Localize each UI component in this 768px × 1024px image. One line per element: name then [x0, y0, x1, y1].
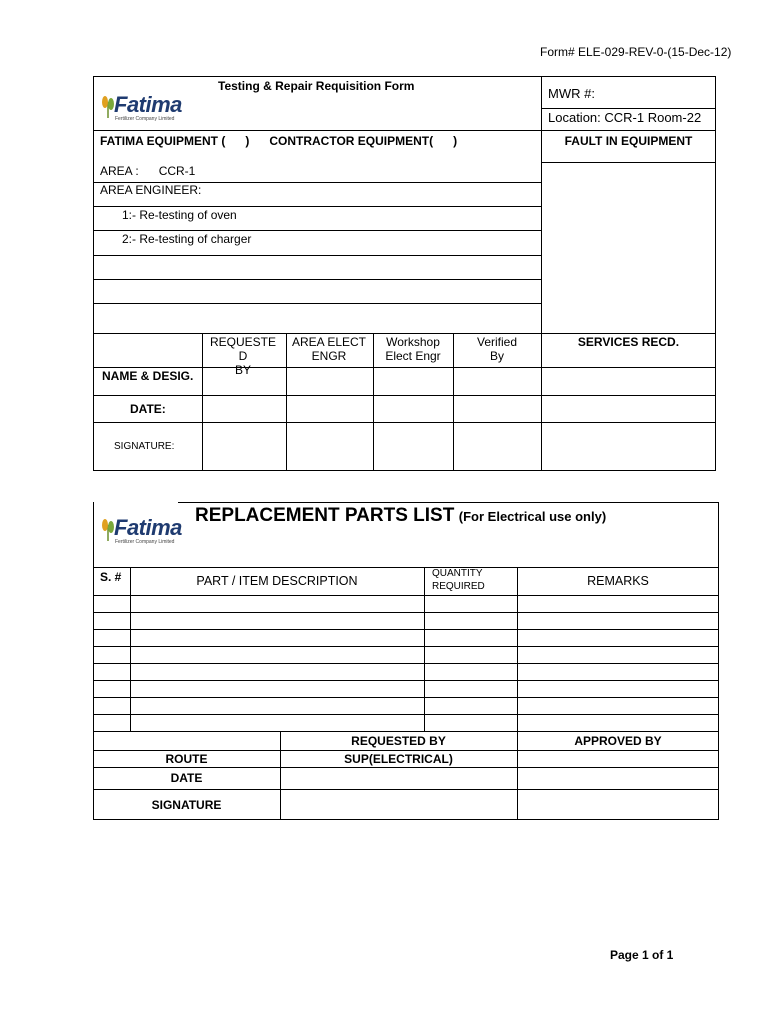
header-sn: S. #	[100, 570, 122, 584]
row-line	[93, 422, 716, 423]
logo-name: Fatima	[114, 515, 182, 540]
row-line	[93, 255, 541, 256]
row-line	[93, 612, 719, 613]
row-line	[93, 731, 719, 732]
col-line	[130, 567, 131, 731]
mwr-label: MWR #:	[548, 86, 595, 101]
form-number: Form# ELE-029-REV-0-(15-Dec-12)	[540, 45, 732, 59]
row-line	[93, 767, 719, 768]
form-title: Testing & Repair Requisition Form	[218, 79, 415, 93]
header-remarks: REMARKS	[587, 574, 649, 588]
company-logo	[101, 92, 181, 122]
header-requested-by: REQUESTE D BY	[209, 335, 276, 377]
row-line	[93, 303, 541, 304]
col-line	[453, 333, 454, 471]
header-area-elect-engr: AREA ELECT ENGR	[291, 335, 367, 363]
parts-list-title: REPLACEMENT PARTS LIST	[195, 505, 455, 526]
row-line	[93, 714, 719, 715]
logo-subtitle: Fertilizer Company Limited	[115, 539, 175, 545]
logo-subtitle: Fertilizer Company Limited	[115, 116, 175, 122]
row-line	[541, 162, 716, 163]
row-line	[93, 629, 719, 630]
area-engineer-label: AREA ENGINEER:	[100, 183, 202, 197]
row-line	[541, 108, 716, 109]
location-value: Location: CCR-1 Room-22	[548, 110, 702, 125]
row-line	[93, 279, 541, 280]
header-required: REQUIRED	[432, 581, 485, 592]
col-line	[424, 567, 425, 731]
row-line	[93, 130, 716, 131]
requisition-item-2: 2:- Re-testing of charger	[122, 232, 252, 246]
row-line	[93, 567, 719, 568]
date-label: DATE:	[130, 402, 166, 416]
row-line	[93, 367, 716, 368]
row-line	[93, 646, 719, 647]
page-number: Page 1 of 1	[610, 948, 674, 962]
sup-electrical-label: SUP(ELECTRICAL)	[344, 752, 453, 766]
signature-label: SIGNATURE:	[114, 441, 175, 452]
row-line	[93, 206, 541, 207]
row-line	[93, 680, 719, 681]
leaf-icon	[101, 517, 115, 541]
requisition-item-1: 1:- Re-testing of oven	[122, 208, 237, 222]
route-date-label: DATE	[170, 771, 203, 785]
requested-by-label: REQUESTED BY	[351, 734, 446, 748]
top-line	[178, 502, 719, 503]
leaf-icon	[101, 94, 115, 118]
equipment-type-line: FATIMA EQUIPMENT ( ) CONTRACTOR EQUIPMENT( )	[100, 134, 458, 148]
row-line	[93, 395, 716, 396]
col-line	[286, 333, 287, 471]
header-description: PART / ITEM DESCRIPTION	[196, 574, 358, 588]
route-signature-label: SIGNATURE	[151, 798, 222, 812]
header-quantity: QUANTITY	[432, 568, 483, 579]
company-logo-2	[101, 515, 181, 549]
fault-header: FAULT IN EQUIPMENT	[564, 134, 693, 148]
header-verified-by: Verified By	[476, 335, 518, 363]
row-line	[93, 595, 719, 596]
col-line	[517, 567, 518, 820]
row-line	[93, 789, 719, 790]
col-line	[373, 333, 374, 471]
col-line	[202, 333, 203, 471]
approved-by-label: APPROVED BY	[574, 734, 662, 748]
route-label: ROUTE	[165, 752, 208, 766]
header-services-recd: SERVICES RECD.	[577, 335, 680, 349]
row-line	[93, 333, 716, 334]
row-line	[93, 663, 719, 664]
area-value: AREA : CCR-1	[100, 164, 196, 178]
parts-list-note: (For Electrical use only)	[458, 509, 607, 524]
row-line	[93, 750, 719, 751]
header-workshop-elect-engr: Workshop Elect Engr	[385, 335, 441, 363]
logo-name: Fatima	[114, 92, 182, 117]
row-line	[93, 697, 719, 698]
row-line	[93, 230, 541, 231]
name-desig-label: NAME & DESIG.	[102, 369, 194, 383]
parts-list-title-block	[195, 505, 606, 527]
